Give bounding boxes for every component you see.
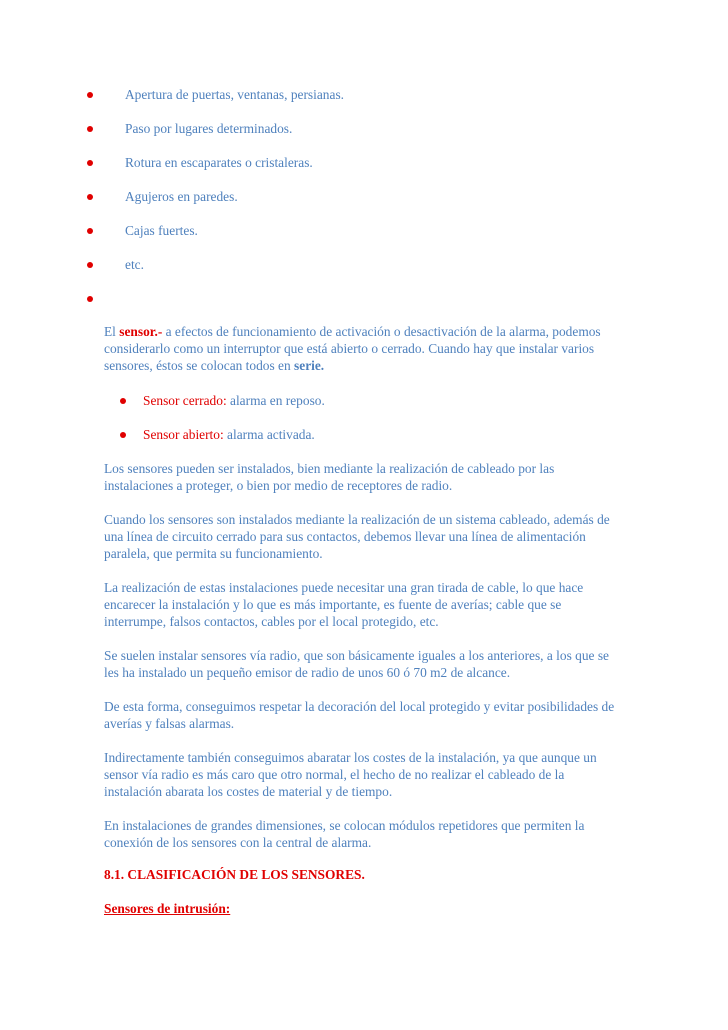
sensor-emphasis: serie. (294, 358, 325, 373)
list-item (120, 392, 325, 426)
bullet-icon (87, 160, 93, 166)
sensor-body: a efectos de funcionamiento de activación o desactivación de la alarma, podemos considerarlo como un interruptor que está abierto o cerrado. Cuando hay que instalar varios sensores, éstos se colocan todos en (104, 324, 601, 373)
list-item (87, 222, 344, 256)
bullet-icon (87, 194, 93, 200)
list-item-text: Rotura en escaparates o cristaleras. (125, 155, 313, 170)
list-item (120, 426, 325, 460)
section-heading: 8.1. CLASIFICACIÓN DE LOS SENSORES. (104, 867, 365, 882)
list-item-text: Agujeros en paredes. (125, 189, 238, 204)
list-item (87, 154, 344, 188)
sensor-state-term: Sensor abierto: (143, 427, 224, 442)
sensor-prefix: El (104, 324, 120, 339)
sensor-term: sensor.- (119, 324, 163, 339)
paragraph: En instalaciones de grandes dimensiones, se colocan módulos repetidores que permiten la conexión de los sensores con la central de alarma. (104, 818, 585, 850)
list-item (87, 256, 344, 290)
paragraph: De esta forma, conseguimos respetar la decoración del local protegido y evitar posibilidades de averías y falsas alarmas. (104, 699, 615, 731)
paragraph: Los sensores pueden ser instalados, bien mediante la realización de cableado por las instalaciones a proteger, o bien por medio de receptores de radio. (104, 461, 555, 493)
bullet-icon (120, 398, 126, 404)
bullet-icon (87, 126, 93, 132)
list-item-text: Paso por lugares determinados. (125, 121, 293, 136)
list-item-text: Cajas fuertes. (125, 223, 198, 238)
paragraph: La realización de estas instalaciones puede necesitar una gran tirada de cable, lo que hace encarecer la instalación y lo que es más importante, es fuente de averías; cable que se interrumpe, falsos contactos, cables por el local protegido, etc. (104, 580, 584, 629)
paragraph: Se suelen instalar sensores vía radio, que son básicamente iguales a los anteriores, a los que se les ha instalado un pequeño emisor de radio de unos 60 ó 70 m2 de alcance. (104, 648, 609, 680)
list-item (87, 290, 344, 324)
bullet-icon (87, 92, 93, 98)
sensor-definition-paragraph (104, 323, 624, 374)
list-item (87, 120, 344, 154)
subsection-heading: Sensores de intrusión: (104, 901, 231, 916)
paragraph: Cuando los sensores son instalados mediante la realización de un sistema cableado, además de una línea de circuito cerrado para sus contactos, debemos llevar una línea de alimentación paralela, que permita su funcionamiento. (104, 512, 610, 561)
sensor-state-term: Sensor cerrado: (143, 393, 227, 408)
bullet-icon (87, 262, 93, 268)
list-item-text: etc. (125, 257, 144, 272)
sensor-state-text: alarma activada. (223, 427, 315, 442)
top-bullet-list (87, 86, 344, 324)
paragraph: Indirectamente también conseguimos abaratar los costes de la instalación, ya que aunque un sensor vía radio es más caro que otro normal, el hecho de no realizar el cableado de la instalación abarata los costes de material y de tiempo. (104, 750, 597, 799)
sensor-state-list (120, 392, 325, 460)
bullet-icon (120, 432, 126, 438)
bullet-icon (87, 228, 93, 234)
list-item (87, 188, 344, 222)
bullet-icon (87, 296, 93, 302)
list-item (87, 86, 344, 120)
list-item-text: Apertura de puertas, ventanas, persianas. (125, 87, 344, 102)
sensor-state-text: alarma en reposo. (226, 393, 325, 408)
